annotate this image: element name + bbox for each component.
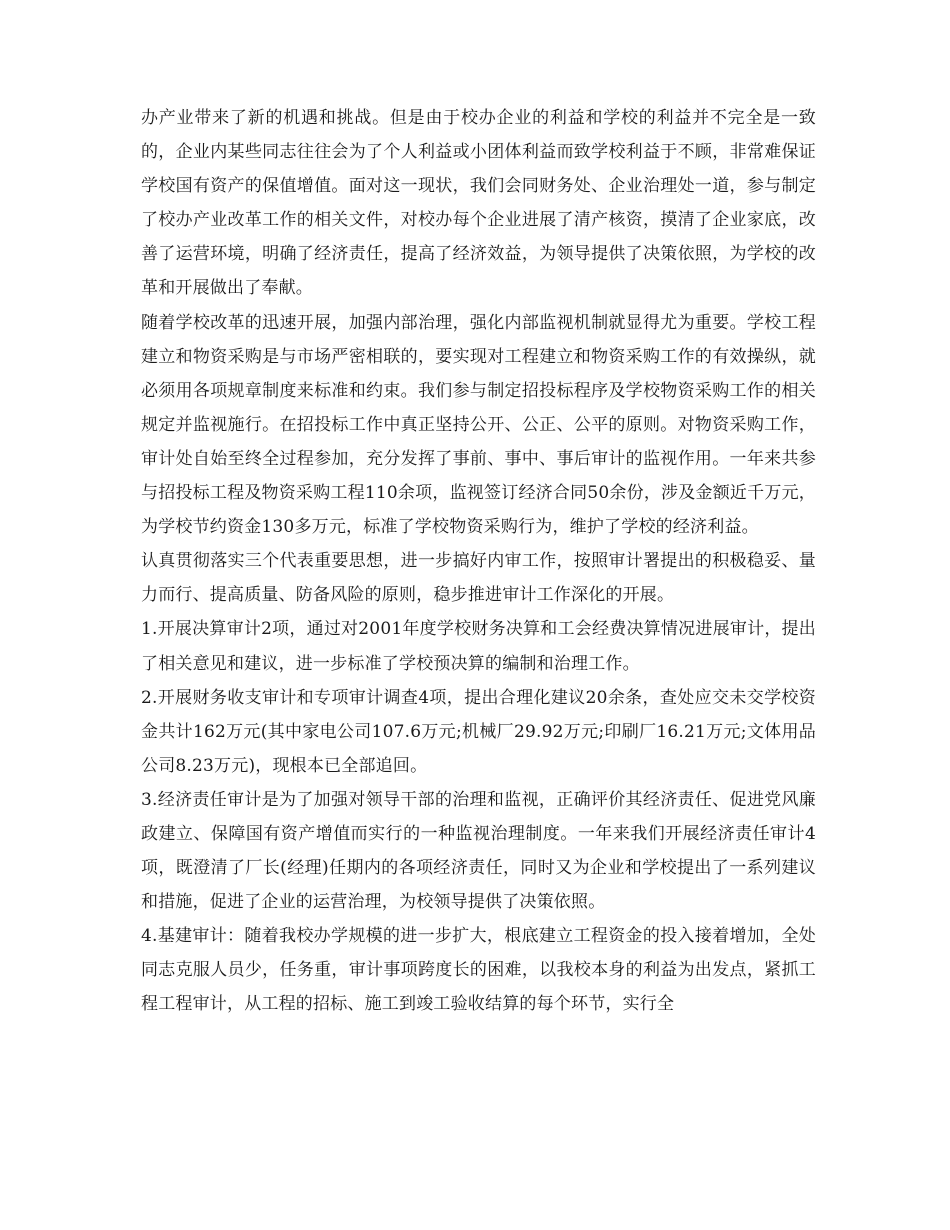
document-body [141,101,816,1022]
paragraph-school-enterprise: 办产业带来了新的机遇和挑战。但是由于校办企业的利益和学校的利益并不完全是一致的，企业内某些同志往往会为了个人利益或小团体利益而致学校利益于不顾，非常难保证学校国有资产的保值增值。面对这一现状，我们会同财务处、企业治理处一道，参与制定了校办产业改革工作的相关文件，对校办每个企业进展了清产核资，摸清了企业家底，改善了运营环境，明确了经济责任，提高了经济效益，为领导提供了决策依照，为学校的改革和开展做出了奉献。 [141,108,816,299]
paragraph-economic-responsibility-audit: 3.经济责任审计是为了加强对领导干部的治理和监视，正确评价其经济责任、促进党风廉政建立、保障国有资产增值而实行的一种监视治理制度。一年来我们开展经济责任审计4项，既澄清了厂长(经理)任期内的各项经济责任，同时又为企业和学校提出了一系列建议和措施，促进了企业的运营治理，为校领导提供了决策依照。 [141,789,816,913]
paragraph-construction-audit: 4.基建审计：随着我校办学规模的进一步扩大，根底建立工程资金的投入接着增加，全处同志克服人员少，任务重，审计事项跨度长的困难，以我校本身的利益为出发点，紧抓工程工程审计，从工程的招标、施工到竣工验收结算的每个环节，实行全 [141,926,816,1015]
paragraph-audit-principles: 认真贯彻落实三个代表重要思想，进一步搞好内审工作，按照审计署提出的积极稳妥、量力而行、提高质量、防备风险的原则，稳步推进审计工作深化的开展。 [141,551,816,606]
paragraph-financial-audit: 2.开展财务收支审计和专项审计调查4项，提出合理化建议20余条，查处应交未交学校资金共计162万元(其中家电公司107.6万元;机械厂29.92万元;印刷厂16.21万元;文体用品公司8.23万元)，现根本已全部追回。 [141,687,816,776]
paragraph-final-accounts-audit: 1.开展决算审计2项，通过对2001年度学校财务决算和工会经费决算情况进展审计，提出了相关意见和建议，进一步标准了学校预决算的编制和治理工作。 [141,619,816,674]
paragraph-procurement-supervision: 随着学校改革的迅速开展，加强内部治理，强化内部监视机制就显得尤为重要。学校工程建立和物资采购是与市场严密相联的，要实现对工程建立和物资采购工作的有效操纵，就必须用各项规章制度来标准和约束。我们参与制定招投标程序及学校物资采购工作的相关规定并监视施行。在招投标工作中真正坚持公开、公正、公平的原则。对物资采购工作，审计处自始至终全过程参加，充分发挥了事前、事中、事后审计的监视作用。一年来共参与招投标工程及物资采购工程110余项，监视签订经济合同50余份，涉及金额近千万元，为学校节约资金130多万元，标准了学校物资采购行为，维护了学校的经济利益。 [141,312,816,538]
